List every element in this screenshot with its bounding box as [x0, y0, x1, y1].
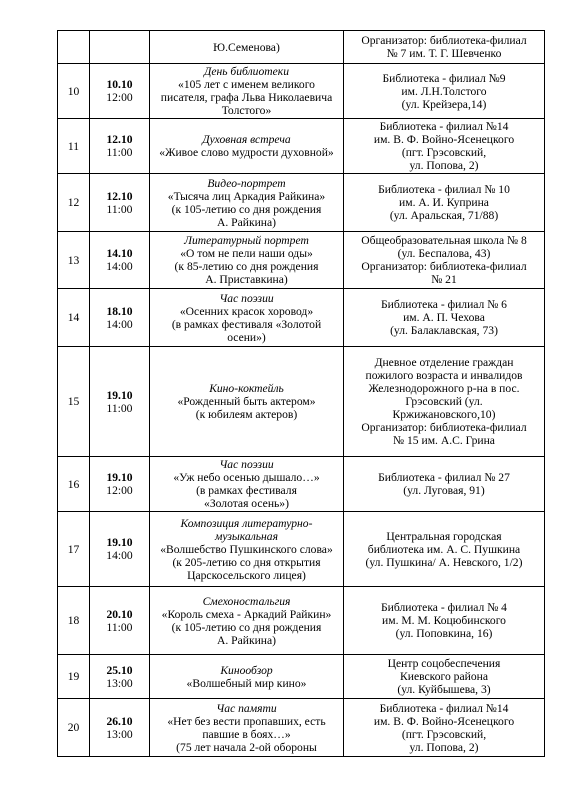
- event-type: Духовная встреча: [202, 133, 291, 146]
- event-title-line: «Тысяча лиц Аркадия Райкина»: [167, 189, 326, 203]
- place-line: Библиотека - филиал № 27: [378, 471, 510, 484]
- row-number: 19: [58, 655, 90, 699]
- event-title-line: (в рамках фестиваля: [196, 484, 297, 497]
- event-title-line: Толстого»: [221, 104, 272, 117]
- event-date: 18.10: [106, 304, 133, 318]
- event-cell: [150, 347, 344, 457]
- date-cell: [90, 655, 150, 699]
- place-cell: [344, 232, 545, 289]
- place-cell: [344, 512, 545, 587]
- row-number: 10: [58, 64, 90, 119]
- place-line: (ул. Аральская, 71/88): [389, 209, 499, 222]
- place-line: Библиотека - филиал № 6: [381, 298, 507, 311]
- place-cell: [344, 587, 545, 655]
- event-title-line: «Нет без вести пропавших, есть: [167, 714, 326, 728]
- event-time: 14:00: [106, 260, 133, 273]
- place-line: № 15 им. А.С. Грина: [393, 434, 495, 447]
- place-line: Организатор: библиотека-филиал: [361, 260, 527, 273]
- date-cell: [90, 64, 150, 119]
- row-number: 20: [58, 699, 90, 757]
- event-cell: [150, 31, 344, 64]
- events-table: [57, 30, 545, 757]
- place-line: им. А. И. Куприна: [399, 196, 489, 209]
- event-cell: [150, 119, 344, 174]
- place-line: (ул. Луговая, 91): [403, 484, 485, 497]
- place-cell: [344, 655, 545, 699]
- row-number: 16: [58, 457, 90, 512]
- event-time: 13:00: [106, 727, 133, 741]
- place-cell: [344, 119, 545, 174]
- event-title-line: «Волшебство Пушкинского слова»: [160, 542, 333, 556]
- date-cell: [90, 347, 150, 457]
- place-line: (ул. Поповкина, 16): [395, 627, 493, 640]
- place-line: Библиотека - филиал № 4: [381, 601, 507, 614]
- event-title-line: «Король смеха - Аркадий Райкин»: [161, 607, 332, 621]
- event-title-line: «О том не пели наши оды»: [180, 247, 313, 260]
- place-line: пожилого возраста и инвалидов: [365, 369, 523, 382]
- table-row: [58, 655, 545, 699]
- table-row: [58, 174, 545, 232]
- date-cell: [90, 699, 150, 757]
- event-date: 25.10: [106, 663, 133, 677]
- event-time: 12:00: [106, 91, 133, 104]
- event-title-line: «Золотая осень»): [204, 497, 289, 510]
- place-line: Центр соцобеспечения: [387, 657, 501, 670]
- row-number: 15: [58, 347, 90, 457]
- place-line: (ул. Пушкина/ А. Невского, 1/2): [365, 555, 523, 569]
- event-title-line: А. Райкина): [216, 633, 277, 647]
- place-line: ул. Попова, 2): [409, 159, 479, 172]
- place-line: (ул. Беспалова, 43): [397, 247, 491, 260]
- event-type: Композиция литературно-музыкальная: [180, 516, 313, 543]
- event-title-line: писателя, графа Льва Николаевича: [160, 91, 333, 104]
- place-line: Железнодорожного р-на в пос.: [368, 382, 520, 395]
- place-line: Библиотека - филиал №14: [379, 701, 509, 715]
- table-row: [58, 119, 545, 174]
- event-title-line: павшие в боях…»: [202, 727, 291, 741]
- event-title-line: (в рамках фестиваля «Золотой: [171, 317, 322, 331]
- event-title-line: «Живое слово мудрости духовной»: [159, 146, 334, 159]
- table-row: [58, 232, 545, 289]
- table-row: [58, 457, 545, 512]
- place-line: библиотека им. А. С. Пушкина: [367, 542, 521, 556]
- event-cell: [150, 655, 344, 699]
- place-line: Грэсовский (ул.: [405, 395, 483, 408]
- event-time: 12:00: [106, 484, 133, 497]
- place-cell: [344, 699, 545, 757]
- event-type: Час поэзии: [219, 458, 274, 471]
- place-line: Киевского района: [400, 670, 488, 683]
- events-table-body: [58, 31, 545, 757]
- event-title-line: «Осенних красок хоровод»: [179, 304, 314, 318]
- event-date: 26.10: [106, 714, 133, 728]
- date-cell: [90, 119, 150, 174]
- event-cell: [150, 232, 344, 289]
- row-number: 18: [58, 587, 90, 655]
- event-cell: [150, 457, 344, 512]
- place-cell: [344, 289, 545, 347]
- place-cell: [344, 64, 545, 119]
- place-line: им. В. Ф. Войно-Ясенецкого: [373, 133, 515, 146]
- place-line: (ул. Крейзера,14): [401, 97, 487, 111]
- event-time: 11:00: [106, 401, 133, 415]
- place-line: № 7 им. Т. Г. Шевченко: [386, 47, 502, 60]
- event-title-line: «Уж небо осенью дышало…»: [173, 471, 320, 484]
- place-cell: [344, 31, 545, 64]
- place-line: Библиотека - филиал № 10: [378, 183, 510, 196]
- event-title-line: (к юбилеям актеров): [195, 408, 298, 421]
- event-date: 12.10: [106, 189, 133, 203]
- table-row: [58, 587, 545, 655]
- place-cell: [344, 174, 545, 232]
- place-line: (ул. Балаклавская, 73): [390, 324, 498, 337]
- date-cell: [90, 587, 150, 655]
- place-line: им. А. П. Чехова: [403, 311, 485, 324]
- place-line: № 21: [431, 273, 457, 286]
- event-cell: [150, 512, 344, 587]
- event-type: Литературный портрет: [184, 234, 309, 247]
- place-line: (пгт. Грэсовский,: [401, 727, 487, 741]
- event-title-line: «105 лет с именем великого: [178, 78, 315, 91]
- event-date: 19.10: [106, 388, 133, 402]
- event-cell: [150, 587, 344, 655]
- event-date: 19.10: [106, 536, 133, 549]
- table-row: [58, 64, 545, 119]
- event-cell: [150, 699, 344, 757]
- event-date: 14.10: [106, 247, 133, 260]
- event-title-line: Ю.Семенова): [213, 40, 280, 54]
- row-number: [58, 31, 90, 64]
- date-cell: [90, 232, 150, 289]
- table-row: [58, 31, 545, 64]
- place-line: Общеобразовательная школа № 8: [361, 234, 527, 247]
- place-line: Дневное отделение граждан: [374, 356, 514, 369]
- event-time: 14:00: [106, 317, 133, 331]
- event-cell: [150, 174, 344, 232]
- event-title-line: (75 лет начала 2-ой обороны: [176, 740, 317, 754]
- event-title-line: (к 105-летию со дня рождения: [171, 202, 322, 216]
- date-cell: [90, 512, 150, 587]
- event-type: Кинообзор: [220, 663, 273, 677]
- place-line: им. В. Ф. Войно-Ясенецкого: [373, 714, 515, 728]
- event-title-line: А. Райкина): [216, 215, 277, 229]
- row-number: 11: [58, 119, 90, 174]
- event-title-line: А. Приставкина): [205, 273, 288, 286]
- date-cell: [90, 174, 150, 232]
- event-time: 14:00: [106, 549, 133, 562]
- event-title-line: «Волшебный мир кино»: [186, 676, 307, 690]
- event-type: Час поэзии: [219, 291, 274, 305]
- event-date: 20.10: [106, 607, 133, 621]
- table-row: [58, 347, 545, 457]
- place-line: (пгт. Грэсовский,: [401, 146, 487, 159]
- event-title-line: (к 205-летию со дня открытия: [172, 555, 321, 569]
- row-number: 12: [58, 174, 90, 232]
- place-line: Библиотека - филиал №9: [382, 71, 506, 85]
- event-date: 10.10: [106, 78, 133, 91]
- table-row: [58, 699, 545, 757]
- place-line: Организатор: библиотека-филиал: [361, 34, 527, 47]
- row-number: 13: [58, 232, 90, 289]
- event-title-line: (к 85-летию со дня рождения: [174, 260, 319, 273]
- event-time: 13:00: [106, 676, 133, 690]
- event-cell: [150, 289, 344, 347]
- event-type: Час памяти: [216, 701, 277, 715]
- event-time: 11:00: [106, 146, 133, 159]
- date-cell: [90, 457, 150, 512]
- event-title-line: осени»): [227, 330, 266, 344]
- table-row: [58, 512, 545, 587]
- event-title-line: Царскосельского лицея): [187, 568, 306, 582]
- table-row: [58, 289, 545, 347]
- date-cell: [90, 289, 150, 347]
- row-number: 14: [58, 289, 90, 347]
- row-number: 17: [58, 512, 90, 587]
- event-type: Видео-портрет: [207, 176, 286, 190]
- event-type: Кино-коктейль: [209, 382, 284, 395]
- place-line: Библиотека - филиал №14: [379, 120, 509, 133]
- place-line: им. Л.Н.Толстого: [401, 84, 487, 98]
- place-line: ул. Попова, 2): [409, 740, 479, 754]
- place-cell: [344, 347, 545, 457]
- event-title-line: (к 105-летию со дня рождения: [171, 620, 322, 634]
- place-line: (ул. Куйбышева, 3): [397, 683, 491, 696]
- place-line: Центральная городская: [386, 529, 502, 543]
- event-date: 19.10: [106, 471, 133, 484]
- place-cell: [344, 457, 545, 512]
- event-type: День библиотеки: [203, 65, 289, 78]
- event-time: 11:00: [106, 620, 133, 634]
- place-line: им. М. М. Коцюбинского: [382, 614, 506, 627]
- place-line: Кржижановского,10): [392, 408, 496, 421]
- date-cell: [90, 31, 150, 64]
- event-title-line: «Рожденный быть актером»: [177, 395, 316, 408]
- event-date: 12.10: [106, 133, 133, 146]
- event-time: 11:00: [106, 202, 133, 216]
- place-line: Организатор: библиотека-филиал: [361, 421, 527, 434]
- event-cell: [150, 64, 344, 119]
- event-type: Смехоностальгия: [202, 594, 291, 608]
